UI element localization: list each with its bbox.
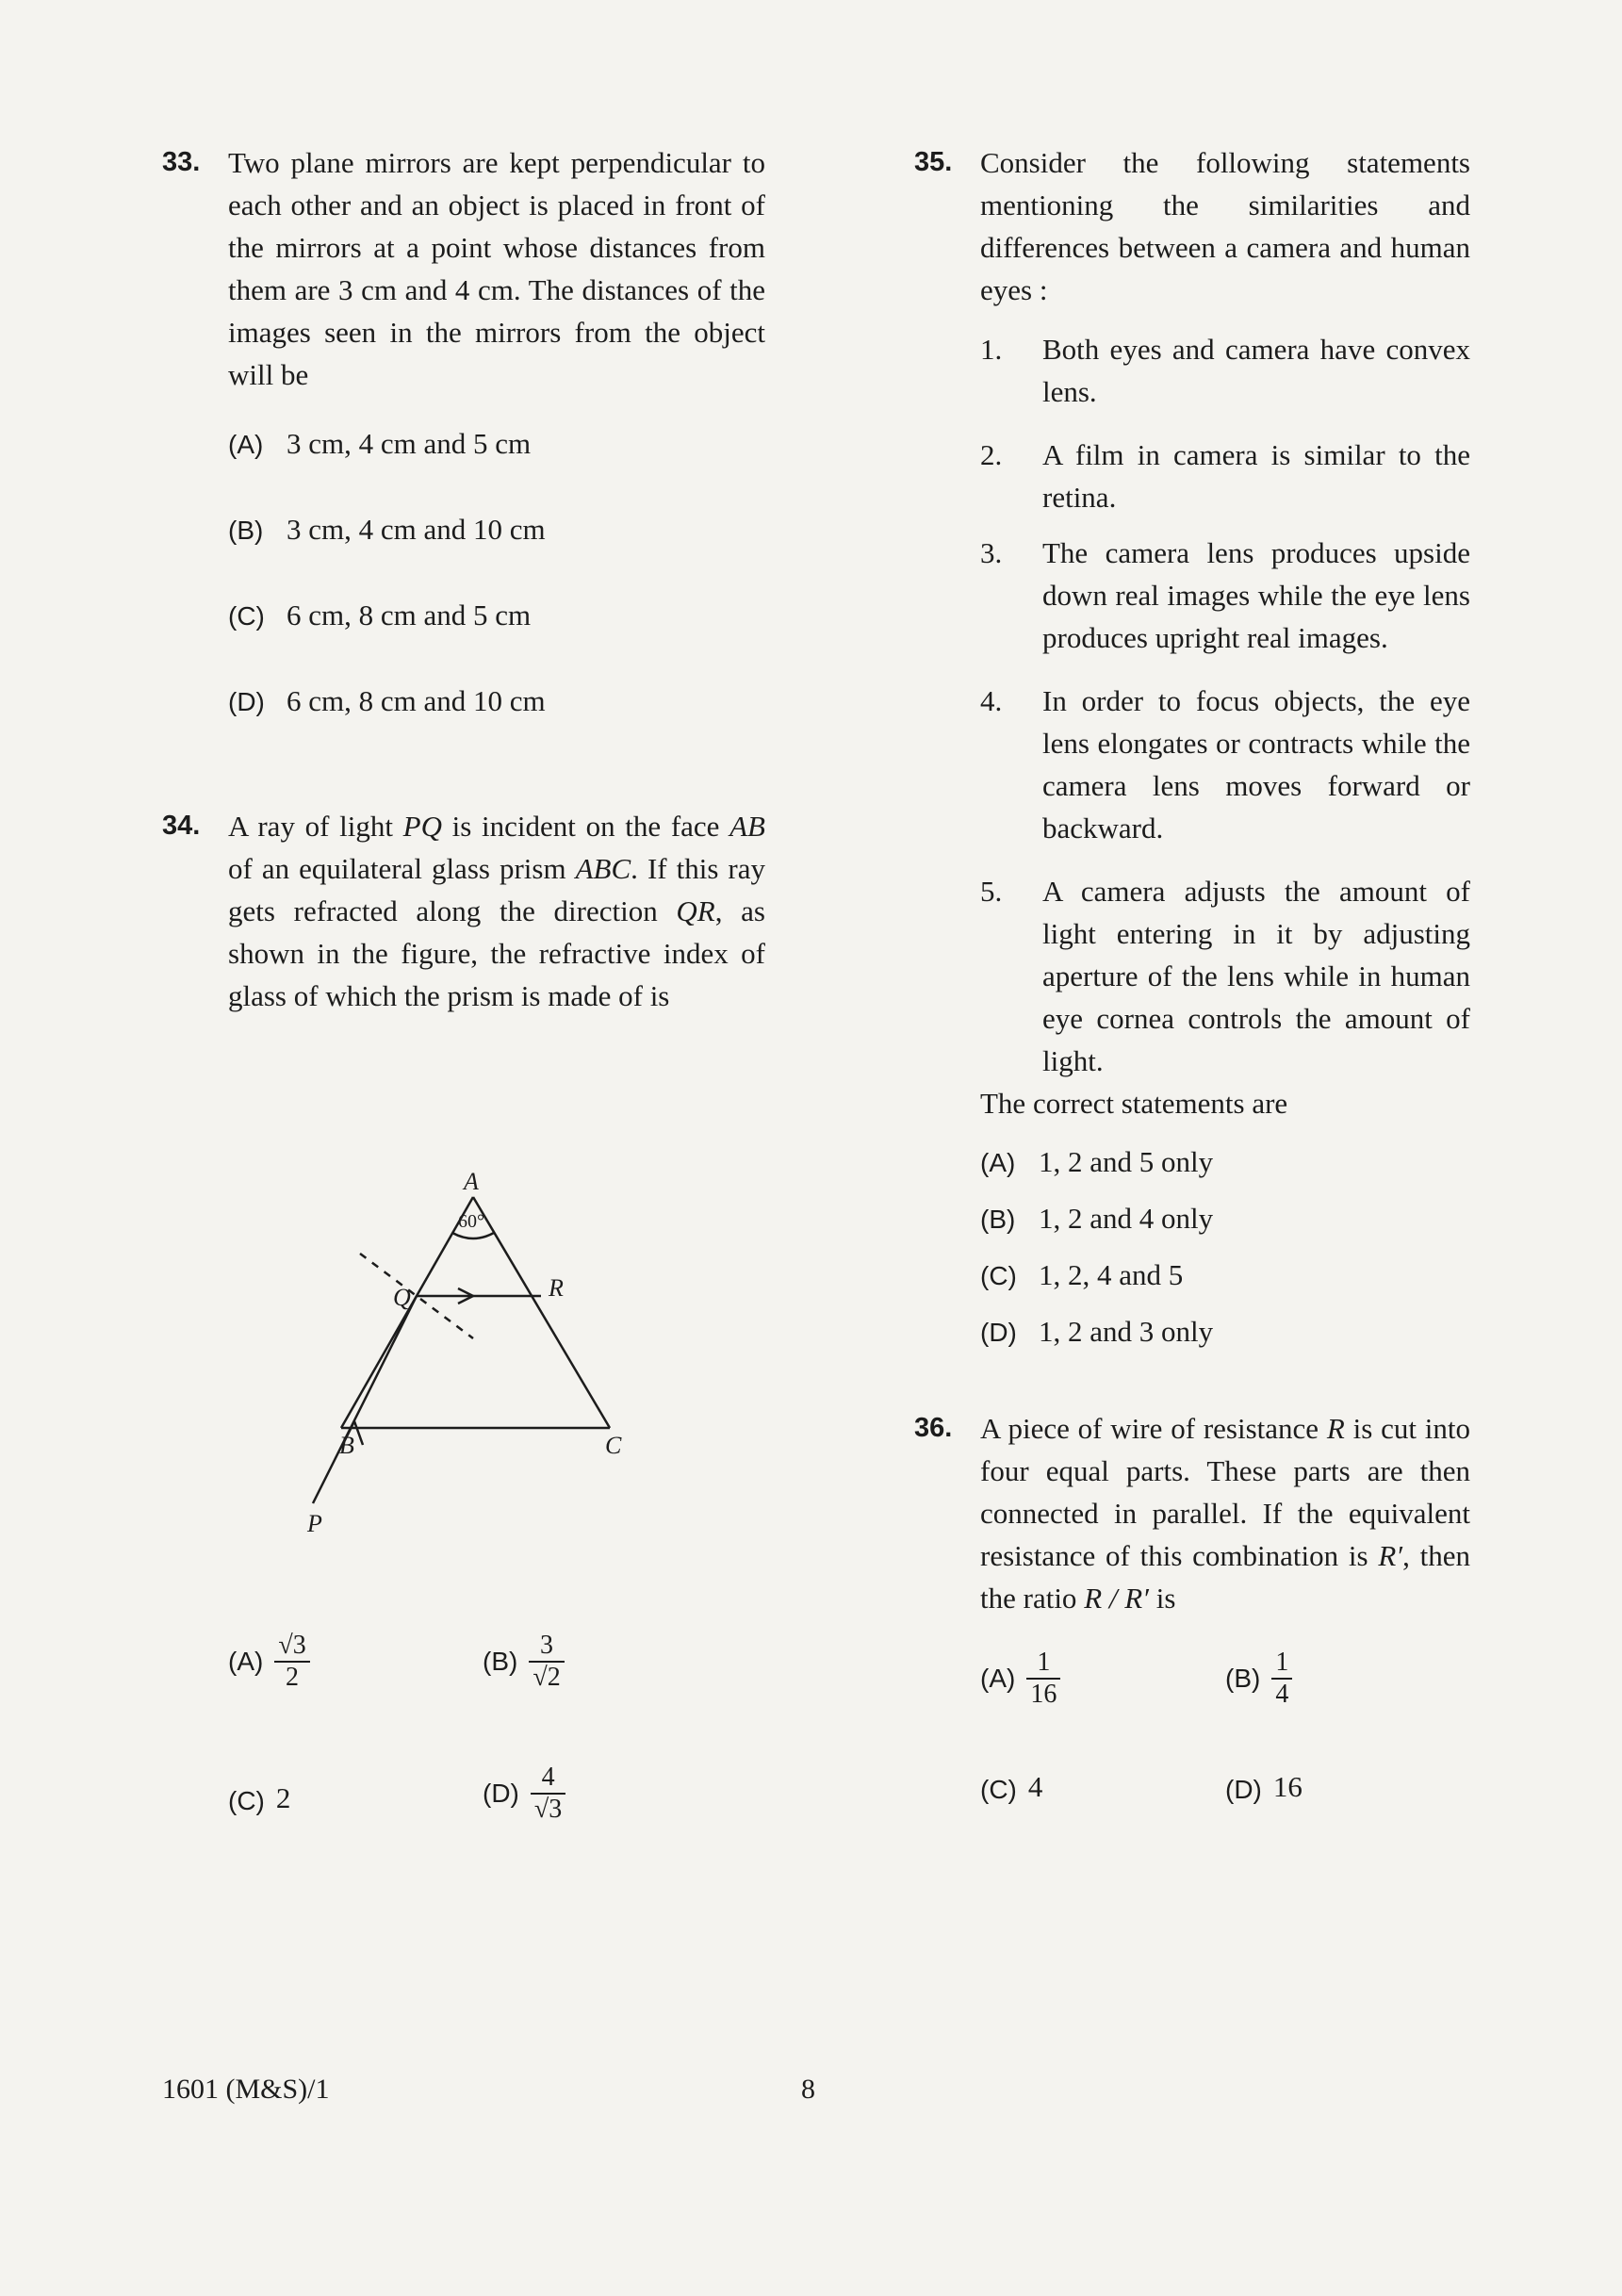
option-a[interactable]: (A) $\frac{1}{16}$: [980, 1648, 1060, 1710]
statement-3: 3. The camera lens produces upside down real images while the eye lens produces upright real images.: [980, 536, 1470, 654]
right-column: [914, 141, 1470, 1827]
option-b[interactable]: (B) $\frac{3}{√2}$: [483, 1631, 565, 1693]
question-number: 36.: [914, 1413, 953, 1443]
label-a: A: [464, 1169, 479, 1195]
option-a[interactable]: (A) 3 cm, 4 cm and 5 cm: [228, 427, 532, 460]
question-36: [914, 1407, 1470, 1619]
question-number: 33.: [162, 147, 201, 177]
angle-arc: [452, 1233, 494, 1238]
question-text: A piece of wire of resistance R is cut into four equal parts. These parts are then connected in parallel. If the equivalent resistance of this combination is R′, then the ratio R / R′ is: [980, 1412, 1470, 1615]
option-b[interactable]: (B) 3 cm, 4 cm and 10 cm: [228, 513, 546, 546]
label-c: C: [605, 1432, 622, 1459]
option-a[interactable]: (A) 1, 2 and 5 only: [980, 1145, 1214, 1178]
paper-code: 1601 (M&S)/1: [162, 2074, 330, 2105]
label-r: R: [549, 1274, 564, 1302]
option-d[interactable]: (D) 6 cm, 8 cm and 10 cm: [228, 684, 546, 717]
incident-ray: [313, 1296, 417, 1503]
prism-side-ac: [473, 1197, 610, 1428]
option-d[interactable]: (D) $\frac{4}{√3}$: [483, 1763, 565, 1825]
label-angle: 60°: [458, 1211, 484, 1232]
statement-5: 5. A camera adjusts the amount of light entering in it by adjusting aperture of the lens while in human eye cornea controls the amount of light.: [980, 875, 1470, 1077]
page-number: 8: [801, 2074, 815, 2105]
option-a[interactable]: (A) $\frac{√3}{2}$: [228, 1631, 310, 1693]
label-b: B: [339, 1432, 354, 1459]
question-number: 35.: [914, 147, 953, 177]
option-d[interactable]: (D) 16: [1225, 1770, 1303, 1804]
option-b[interactable]: (B) $\frac{1}{4}$: [1225, 1648, 1292, 1710]
question-35: [914, 141, 1470, 311]
statement-4: 4. In order to focus objects, the eye lens elongates or contracts while the camera lens moves forward or backward.: [980, 684, 1470, 845]
question-33: [162, 141, 765, 396]
option-c[interactable]: (C) 6 cm, 8 cm and 5 cm: [228, 599, 532, 631]
option-d[interactable]: (D) 1, 2 and 3 only: [980, 1315, 1214, 1348]
left-column: [162, 141, 765, 1824]
option-c[interactable]: (C) 1, 2, 4 and 5: [980, 1258, 1184, 1291]
statement-2: 2. A film in camera is similar to the retina.: [980, 438, 1470, 514]
question-text: Consider the following statements mentioning the similarities and differences between a camera and human eyes :: [980, 146, 1470, 306]
prism-figure: [285, 1169, 662, 1546]
question-text: Two plane mirrors are kept perpendicular to each other and an object is placed in front of the mirrors at a point whose distances from them are 3 cm and 4 cm. The distances of the images seen in the mirrors from the object will be: [228, 146, 765, 391]
option-c[interactable]: (C) 4: [980, 1770, 1043, 1804]
question-text: A ray of light PQ is incident on the face AB of an equilateral glass prism ABC. If this ray gets refracted along the direction QR, as shown in the figure, the refractive index of glass of which the prism is made of is: [228, 810, 765, 1012]
label-q: Q: [393, 1284, 411, 1311]
label-p: P: [307, 1510, 322, 1537]
question-34: [162, 805, 765, 1017]
statement-prompt: The correct statements are: [980, 1087, 1288, 1120]
question-number: 34.: [162, 811, 201, 841]
option-c[interactable]: (C) 2: [228, 1781, 291, 1815]
option-b[interactable]: (B) 1, 2 and 4 only: [980, 1202, 1214, 1235]
statement-1: 1. Both eyes and camera have convex lens.: [980, 333, 1470, 408]
